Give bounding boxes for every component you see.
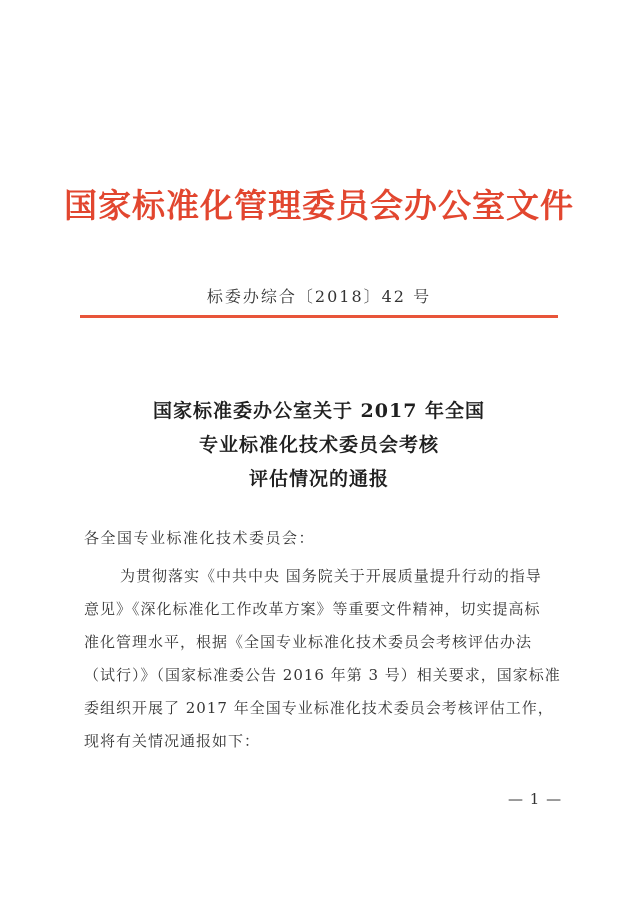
- body-text-line: 现将有关情况通报如下：: [84, 732, 261, 750]
- document-title-line-2: 专业标准化技术委员会考核: [198, 434, 439, 456]
- document-title-line-1: 国家标准委办公室关于 2017 年全国: [152, 400, 486, 422]
- body-text-line: 意见》《深化标准化工作改革方案》等重要文件精神，切实提高标: [84, 600, 541, 618]
- body-text-line: （试行）》（国家标准委公告 2016 年第 3 号）相关要求，国家标准: [84, 666, 561, 684]
- issuing-authority-header: 国家标准化管理委员会办公室文件: [64, 186, 574, 225]
- salutation: 各全国专业标准化技术委员会：: [84, 529, 316, 547]
- body-text-line: 委组织开展了 2017 年全国专业标准化技术委员会考核评估工作，: [84, 699, 554, 717]
- body-text-line: 准化管理水平，根据《全国专业标准化技术委员会考核评估办法: [84, 633, 533, 651]
- page-number: — 1 —: [508, 790, 563, 808]
- red-divider-line: [80, 315, 558, 318]
- document-number: 标委办综合〔2018〕42 号: [206, 287, 432, 306]
- body-text-line: 为贯彻落实《中共中央 国务院关于开展质量提升行动的指导: [120, 567, 542, 585]
- document-title-line-3: 评估情况的通报: [248, 468, 389, 490]
